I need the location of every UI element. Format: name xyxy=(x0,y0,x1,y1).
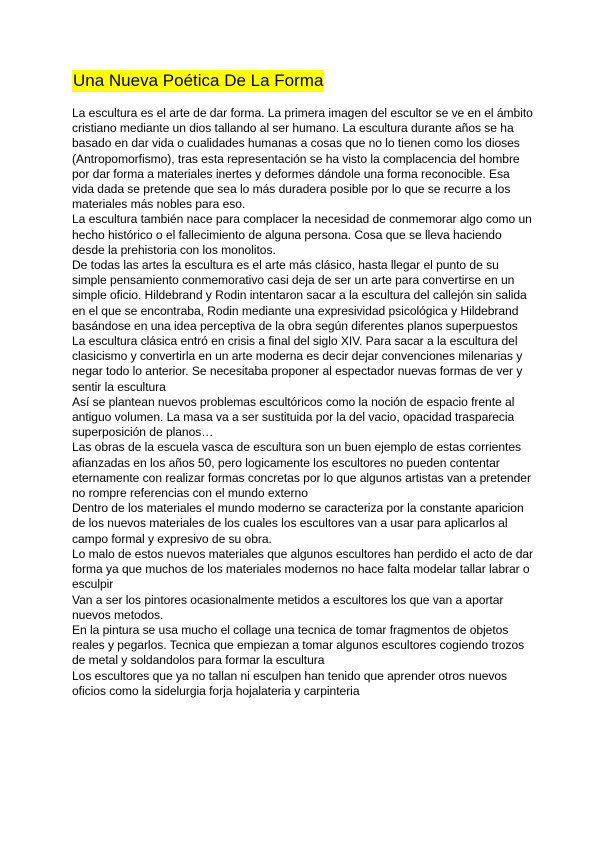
paragraph: Dentro de los materiales el mundo moderno se caracteriza por la constante aparicion de los nuevos materiales de los cuales los escultores van a usar para aplicarlos al campo formal y expresivo de su obra. xyxy=(72,501,524,546)
document-body xyxy=(72,106,534,699)
paragraph: Lo malo de estos nuevos materiales que algunos escultores han perdido el acto de dar forma ya que muchos de los materiales modernos no hace falta modelar tallar labrar o esculpir xyxy=(72,546,534,592)
paragraph: Así se plantean nuevos problemas escultóricos como la noción de espacio frente al antiguo volumen. La masa va a ser sustituida por la del vacio, opacidad trasparecia superposición de planos… xyxy=(72,394,515,440)
paragraph: Los escultores que ya no tallan ni esculpen han tenido que aprender otros nuevos oficios como la sidelurgia forja hojalateria y carpinteria xyxy=(72,668,508,698)
paragraph: En la pintura se usa mucho el collage una tecnica de tomar fragmentos de objetos reales y pegarlos. Tecnica que empiezan a tomar algunos escultores cogiendo trozos de metal y soldandolos para formar la escultura xyxy=(72,622,525,668)
paragraph: Las obras de la escuela vasca de escultura son un buen ejemplo de estas corrientes afianzadas en los años 50, pero logicamente los escultores no pueden contentar eternamente con realizar formas concretas por lo que algunos artistas van a pretender no rompre referencias con el mundo externo xyxy=(72,440,531,501)
document-title: Una Nueva Poética De La Forma xyxy=(73,71,324,90)
paragraph: La escultura es el arte de dar forma. La primera imagen del escultor se ve en el ámbito cristiano mediante un dios tallando al ser humano. La escultura durante años se ha basado en dar vida o cualidades humanas a cosas que no lo tienen como los dioses (Antropomorfismo), tras esta representación se ha visto la complacencia del hombre por dar forma a materiales inertes y deformes dándole una forma reconocible. Esa vida dada se pretende que sea lo más duradera posible por lo que se recurre a los materiales más nobles para eso. xyxy=(72,106,533,212)
paragraph: La escultura también nace para complacer la necesidad de conmemorar algo como un hecho histórico o el fallecimiento de alguna persona. Cosa que se lleva haciendo desde la prehistoria con los monolitos. xyxy=(72,212,532,257)
document-page xyxy=(72,70,534,699)
paragraph: Van a ser los pintores ocasionalmente metidos a escultores los que van a aportar nuevos metodos. xyxy=(72,592,504,622)
paragraph: La escultura clásica entró en crisis a final del siglo XIV. Para sacar a la escultura del clasicismo y convertirla en un arte moderna es decir dejar convenciones milenarias y negar todo lo anterior. Se necesitaba proponer al espectador nuevas formas de ver y sentir la escultura xyxy=(72,334,523,394)
paragraph: De todas las artes la escultura es el arte más clásico, hasta llegar el punto de su simple pensamiento conmemorativo casi deja de ser un arte para convertirse en un simple oficio. Hildebrand y Rodin intentaron sacar a la escultura del callejón sin salida en el que se encontraba, Rodin mediante una expresividad psicológica y Hildebrand basándose en una idea perceptiva de la obra según diferentes planos superpuestos xyxy=(72,258,527,333)
